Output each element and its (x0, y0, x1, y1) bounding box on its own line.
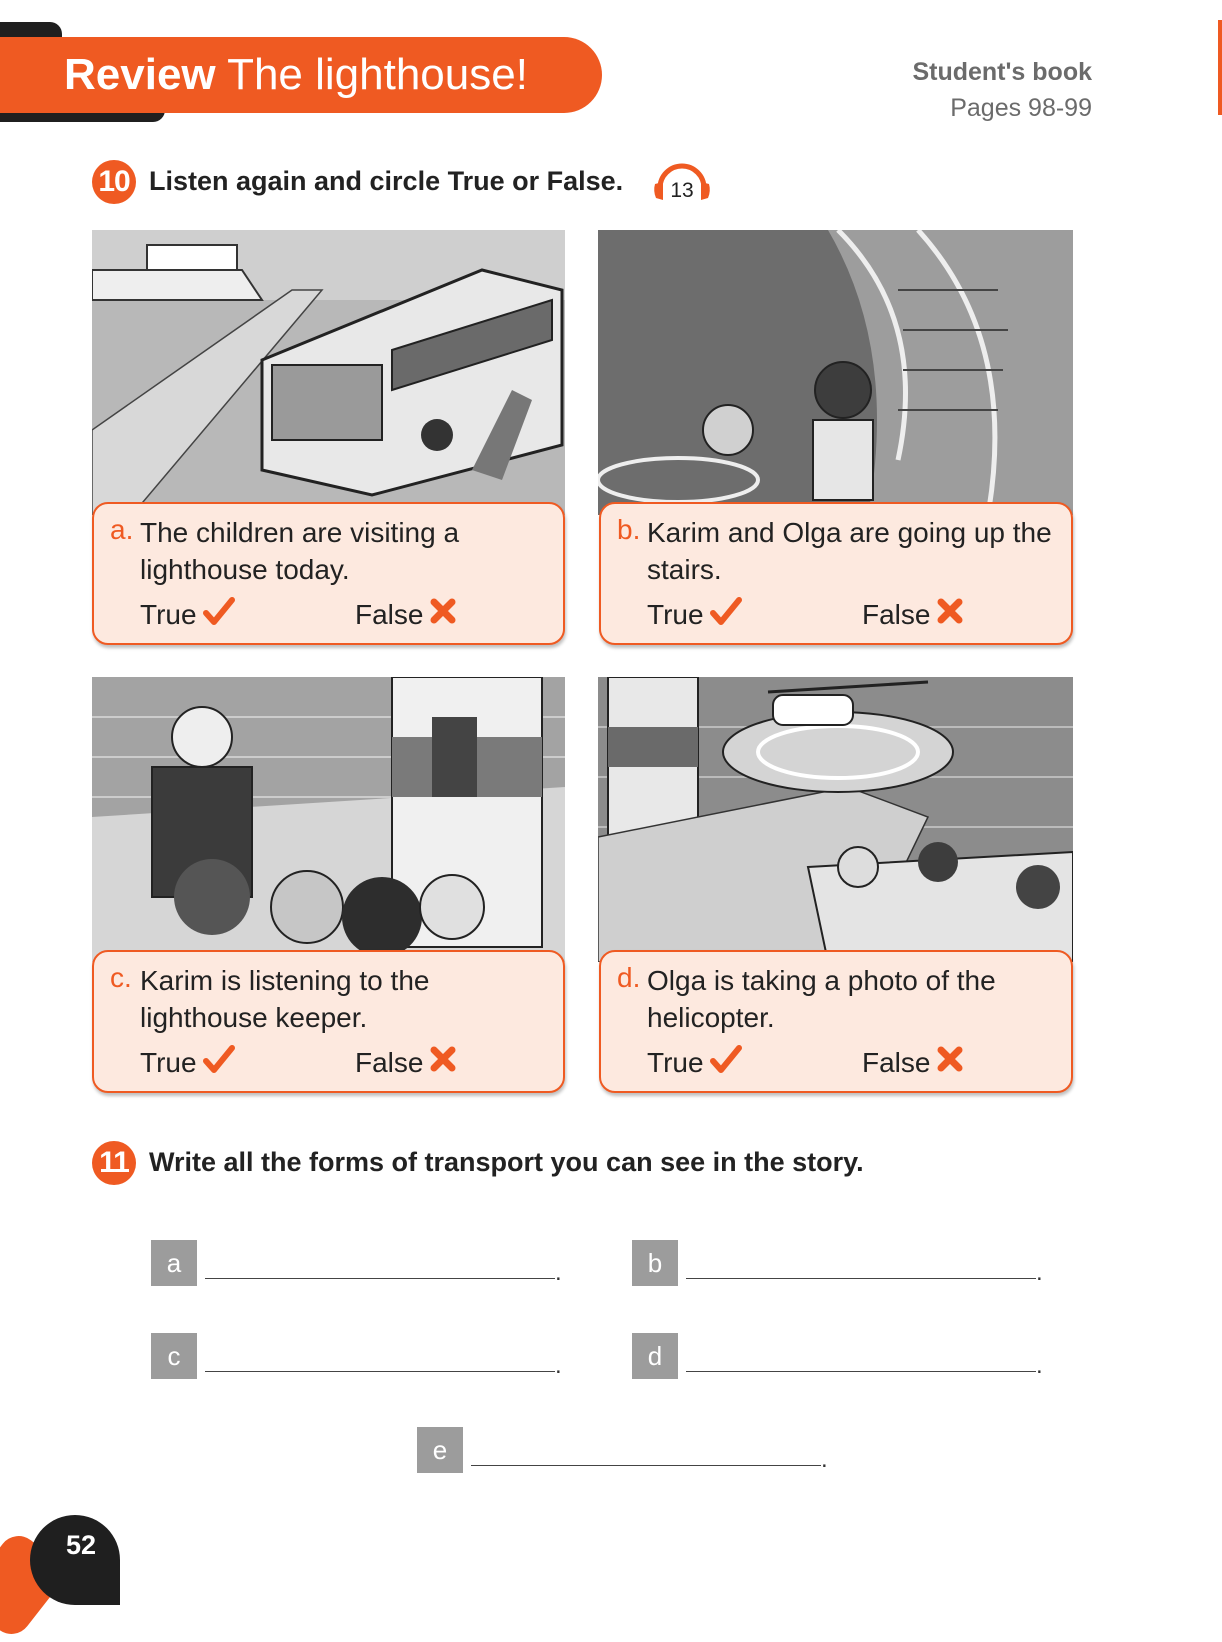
blank-label-d: d (632, 1333, 678, 1379)
true-option[interactable]: True (647, 597, 742, 632)
question-card-d (599, 950, 1073, 1093)
illustration-lighthouse-keeper (92, 677, 565, 962)
true-option[interactable]: True (140, 597, 235, 632)
page-title: Review The lighthouse! (64, 50, 528, 99)
title-banner (0, 37, 602, 113)
illustration-helicopter-pad (598, 677, 1073, 962)
exercise-number-badge: 10 (92, 160, 136, 204)
cross-icon (429, 597, 457, 632)
answer-line-d[interactable] (686, 1371, 1036, 1372)
blank-label-a: a (151, 1240, 197, 1286)
illustration-spiral-stairs (598, 230, 1073, 515)
item-letter: d. (617, 962, 641, 993)
false-option[interactable]: False (355, 1045, 457, 1080)
cross-icon (936, 597, 964, 632)
answer-line-b[interactable] (686, 1278, 1036, 1279)
true-option[interactable]: True (647, 1045, 742, 1080)
answer-line-e[interactable] (471, 1465, 821, 1466)
cross-icon (429, 1045, 457, 1080)
item-sentence: Karim is listening to the lighthouse keeper. (140, 965, 430, 1033)
true-option[interactable]: True (140, 1045, 235, 1080)
tick-icon (203, 597, 235, 632)
exercise-number-badge: 11 (92, 1141, 136, 1185)
page-number: 52 (66, 1530, 97, 1560)
tick-icon (710, 597, 742, 632)
question-card-c (92, 950, 565, 1093)
item-letter: a. (110, 514, 134, 545)
false-option[interactable]: False (862, 1045, 964, 1080)
question-card-a (92, 502, 565, 645)
end-mark: . (555, 1259, 562, 1286)
blank-label-c: c (151, 1333, 197, 1379)
item-sentence: Olga is taking a photo of the helicopter. (647, 965, 996, 1033)
question-card-b (599, 502, 1073, 645)
item-sentence: Karim and Olga are going up the stairs. (647, 517, 1052, 585)
item-letter: b. (617, 514, 641, 545)
tick-icon (710, 1045, 742, 1080)
book-reference-title: Student's book (912, 58, 1092, 86)
answer-line-a[interactable] (205, 1278, 555, 1279)
false-option[interactable]: False (862, 597, 964, 632)
item-sentence: The children are visiting a lighthouse today. (140, 517, 460, 585)
answer-line-c[interactable] (205, 1371, 555, 1372)
blank-label-b: b (632, 1240, 678, 1286)
end-mark: . (1036, 1259, 1043, 1286)
page-edge-mark (1218, 20, 1222, 115)
exercise-instruction: Write all the forms of transport you can see in the story. (149, 1147, 864, 1177)
item-letter: c. (110, 962, 132, 993)
tick-icon (203, 1045, 235, 1080)
false-option[interactable]: False (355, 597, 457, 632)
cross-icon (936, 1045, 964, 1080)
book-reference-pages: Pages 98-99 (950, 94, 1092, 122)
book-reference (912, 54, 1092, 126)
illustration-bus-at-pier (92, 230, 565, 515)
exercise-instruction: Listen again and circle True or False. (149, 166, 624, 196)
end-mark: . (1036, 1352, 1043, 1379)
headphones-icon[interactable] (651, 160, 713, 204)
end-mark: . (555, 1352, 562, 1379)
blank-label-e: e (417, 1427, 463, 1473)
end-mark: . (821, 1446, 828, 1473)
track-number: 13 (670, 179, 694, 202)
